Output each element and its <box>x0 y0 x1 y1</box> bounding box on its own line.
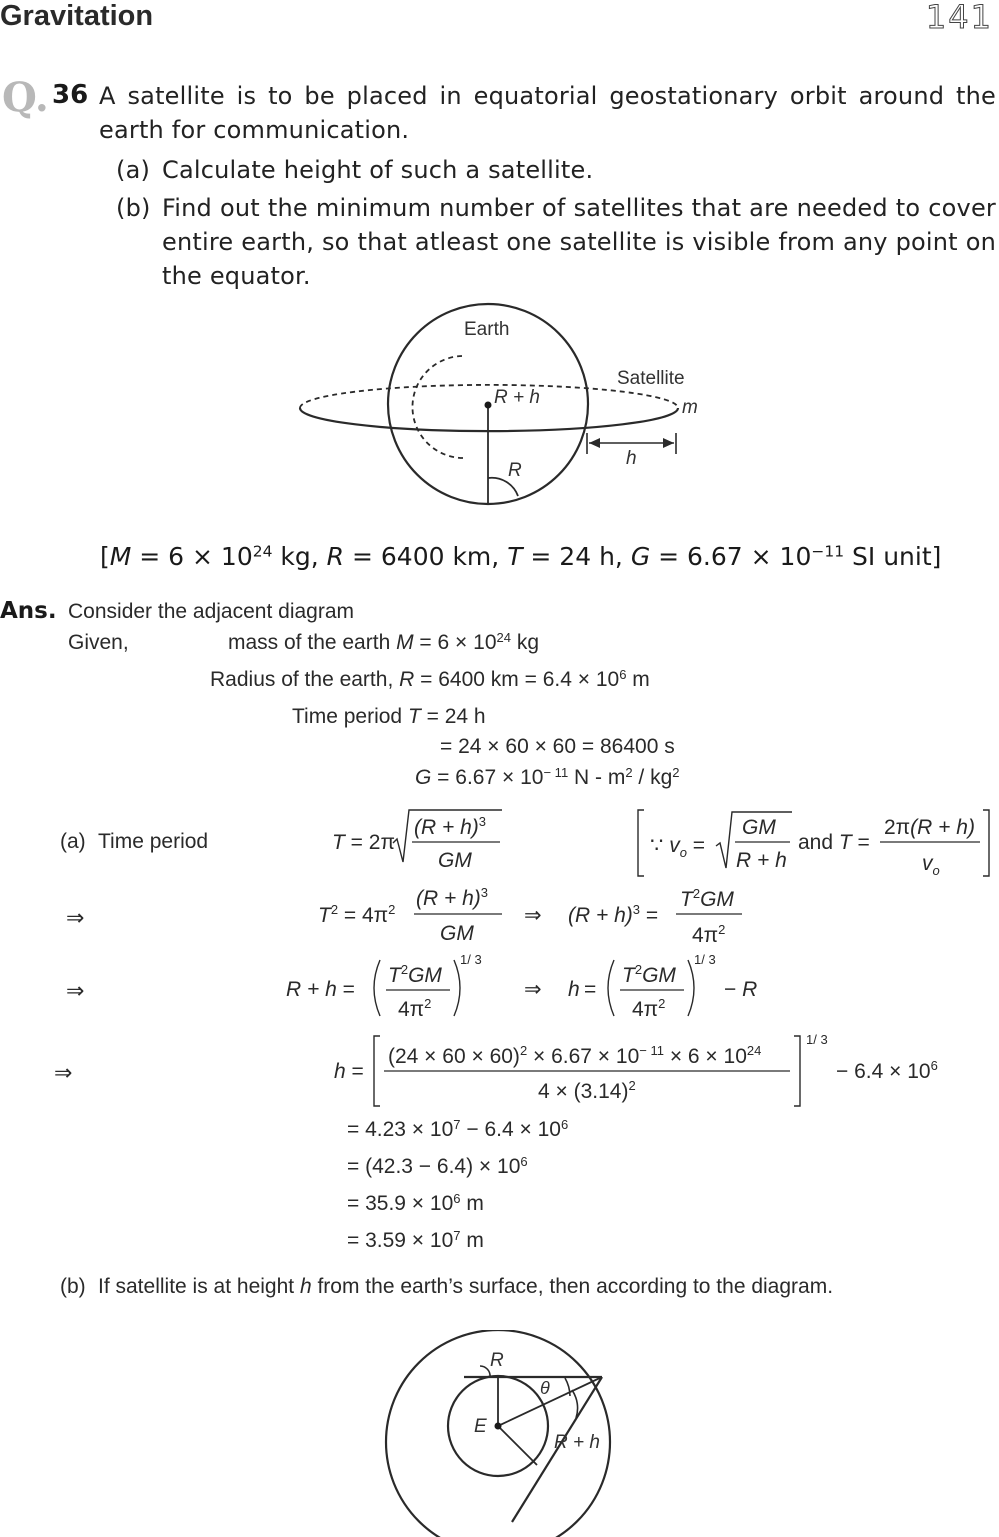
label-satellite: Satellite <box>617 368 685 389</box>
label-theta: θ <box>540 1378 550 1398</box>
question-number: 36 <box>52 80 89 110</box>
label-r-plus-h-small: R + h <box>554 1432 600 1453</box>
question-line-2: earth for communication. <box>99 116 410 144</box>
svg-text:(R + h)3: $(R + h)^3$ <box>416 885 488 910</box>
svg-text:=: = <box>584 978 597 1001</box>
svg-text:T2GM: $T^2GM$ <box>388 962 442 987</box>
part-a-text: Calculate height of such a satellite. <box>162 156 594 184</box>
svg-text:2π(R + h): 2π(R + h) <box>884 816 975 839</box>
label-e: E <box>474 1416 487 1437</box>
orbit-front <box>300 408 678 431</box>
svg-text:(R + h)3 =: $(R + h)^3$ = <box>568 902 659 927</box>
label-h: h <box>626 448 637 469</box>
implies-3: ⇒ <box>54 1060 73 1085</box>
svg-text:T2GM: $T^2GM$ <box>622 962 676 987</box>
svg-text:h =: h = <box>334 1060 364 1083</box>
svg-text:1/ 3: 1/ 3 <box>460 952 482 967</box>
orbit-diagram <box>290 300 720 515</box>
question-marker: Q. <box>2 74 49 121</box>
svg-text:GM: GM <box>440 922 474 945</box>
given-values: [$M = 6 \times 10^{24}$ kg, R = 6400 km, T = 24 h, $G = 6.67 \times 10^{-11}$ SI unit] <box>100 542 942 571</box>
coverage-diagram <box>380 1330 620 1537</box>
svg-text:(24 × 60 × 60)2 × 6.67 × 10−: $(24 \times 60 \times 60)^2 \times 6.67 \times 10^{- 11} \times 6 \times 10^{24}$ <box>388 1043 762 1068</box>
label-r-small: R <box>490 1350 504 1371</box>
svg-text:T2 = 4π2: $T^2 = 4\pi^2$ <box>318 902 396 927</box>
svg-text:4π2: $4\pi^2$ <box>632 996 666 1021</box>
equations <box>280 800 995 1115</box>
part-b-answer-label: (b) <box>60 1275 86 1298</box>
given-time-calc: = 24 × 60 × 60 = 86400 s <box>440 735 675 758</box>
h-step-3: = $35.9 \times 10^6$ m <box>347 1190 484 1215</box>
svg-text:and T =: and T = <box>798 831 870 854</box>
part-b-line-3: the equator. <box>162 262 311 290</box>
svg-text:1/ 3: 1/ 3 <box>806 1032 828 1047</box>
svg-text:R + h =: R + h = <box>286 978 355 1001</box>
svg-text:⇒: ⇒ <box>524 978 542 1001</box>
implies-1: ⇒ <box>66 905 85 930</box>
label-r-plus-h: R + h <box>494 387 540 408</box>
page-number: 141 <box>925 0 993 36</box>
h-step-2: = $(42.3 - 6.4) \times 10^6$ <box>347 1153 528 1178</box>
svg-text:4 × (3.14)2: $4 \times (3.14)^2$ <box>538 1078 636 1103</box>
h-step-4: = $3.59 \times 10^7$ m <box>347 1227 484 1252</box>
label-earth: Earth <box>464 319 510 340</box>
h-step-1: = $4.23 \times 10^7 - 6.4 \times 10^6$ <box>347 1116 569 1141</box>
label-r: R <box>508 460 522 481</box>
radius-arc-dashed <box>412 356 465 458</box>
given-label: Given, <box>68 631 129 654</box>
answer-label: Ans. <box>0 598 57 624</box>
svg-text:− R: − R <box>724 978 758 1001</box>
given-mass: mass of the earth $M = 6 \times 10^{24}$ kg <box>228 629 539 654</box>
svg-text:1/ 3: 1/ 3 <box>694 952 716 967</box>
chapter-title: Gravitation <box>0 0 154 32</box>
part-b-line-1: Find out the minimum number of satellites that are needed to cover <box>162 194 996 222</box>
question-line-1: A satellite is to be placed in equatorial geostationary orbit around the <box>99 82 996 110</box>
implies-2: ⇒ <box>66 978 85 1003</box>
part-a-label: (a) <box>116 156 151 184</box>
part-b-answer-text: If satellite is at height h from the earth’s surface, then according to the diagram. <box>98 1275 834 1298</box>
svg-text:(R + h)3: $(R + h)^3$ <box>414 814 486 839</box>
svg-text:⇒: ⇒ <box>524 904 542 927</box>
svg-text:GM: GM <box>742 816 776 839</box>
svg-text:∵ vo =: ∵ $v_o$ = <box>650 834 706 860</box>
given-radius: Radius of the earth, R = 6400 km = $6.4 \times 10^6$ m <box>210 666 650 691</box>
radius-down <box>498 1426 537 1465</box>
part-a-answer-text: Time period <box>98 830 209 853</box>
answer-intro: Consider the adjacent diagram <box>68 600 355 623</box>
svg-text:GM: GM <box>438 849 472 872</box>
svg-text:4π2: $4\pi^2$ <box>398 996 432 1021</box>
svg-text:vo: $v_o$ <box>922 852 940 878</box>
svg-text:R + h: R + h <box>736 849 787 872</box>
label-m: m <box>682 397 698 418</box>
given-time: Time period T = 24 h <box>292 705 486 728</box>
svg-text:− 6.4 × 106: − $6.4 \times 10^6$ <box>836 1058 938 1083</box>
svg-text:h: h <box>568 978 580 1001</box>
part-b-line-2: entire earth, so that atleast one satellite is visible from any point on <box>162 228 996 256</box>
given-g: $G = 6.67 \times 10^{- 11}$ N - $m^2 / kg^2$ <box>415 764 680 789</box>
part-b-label: (b) <box>116 194 151 222</box>
svg-text:T2GM: $T^2GM$ <box>680 886 734 911</box>
svg-text:4π2: $4\pi^2$ <box>692 922 726 947</box>
part-a-answer-label: (a) <box>60 830 86 853</box>
svg-text:T = 2π: T = 2π <box>332 831 395 854</box>
